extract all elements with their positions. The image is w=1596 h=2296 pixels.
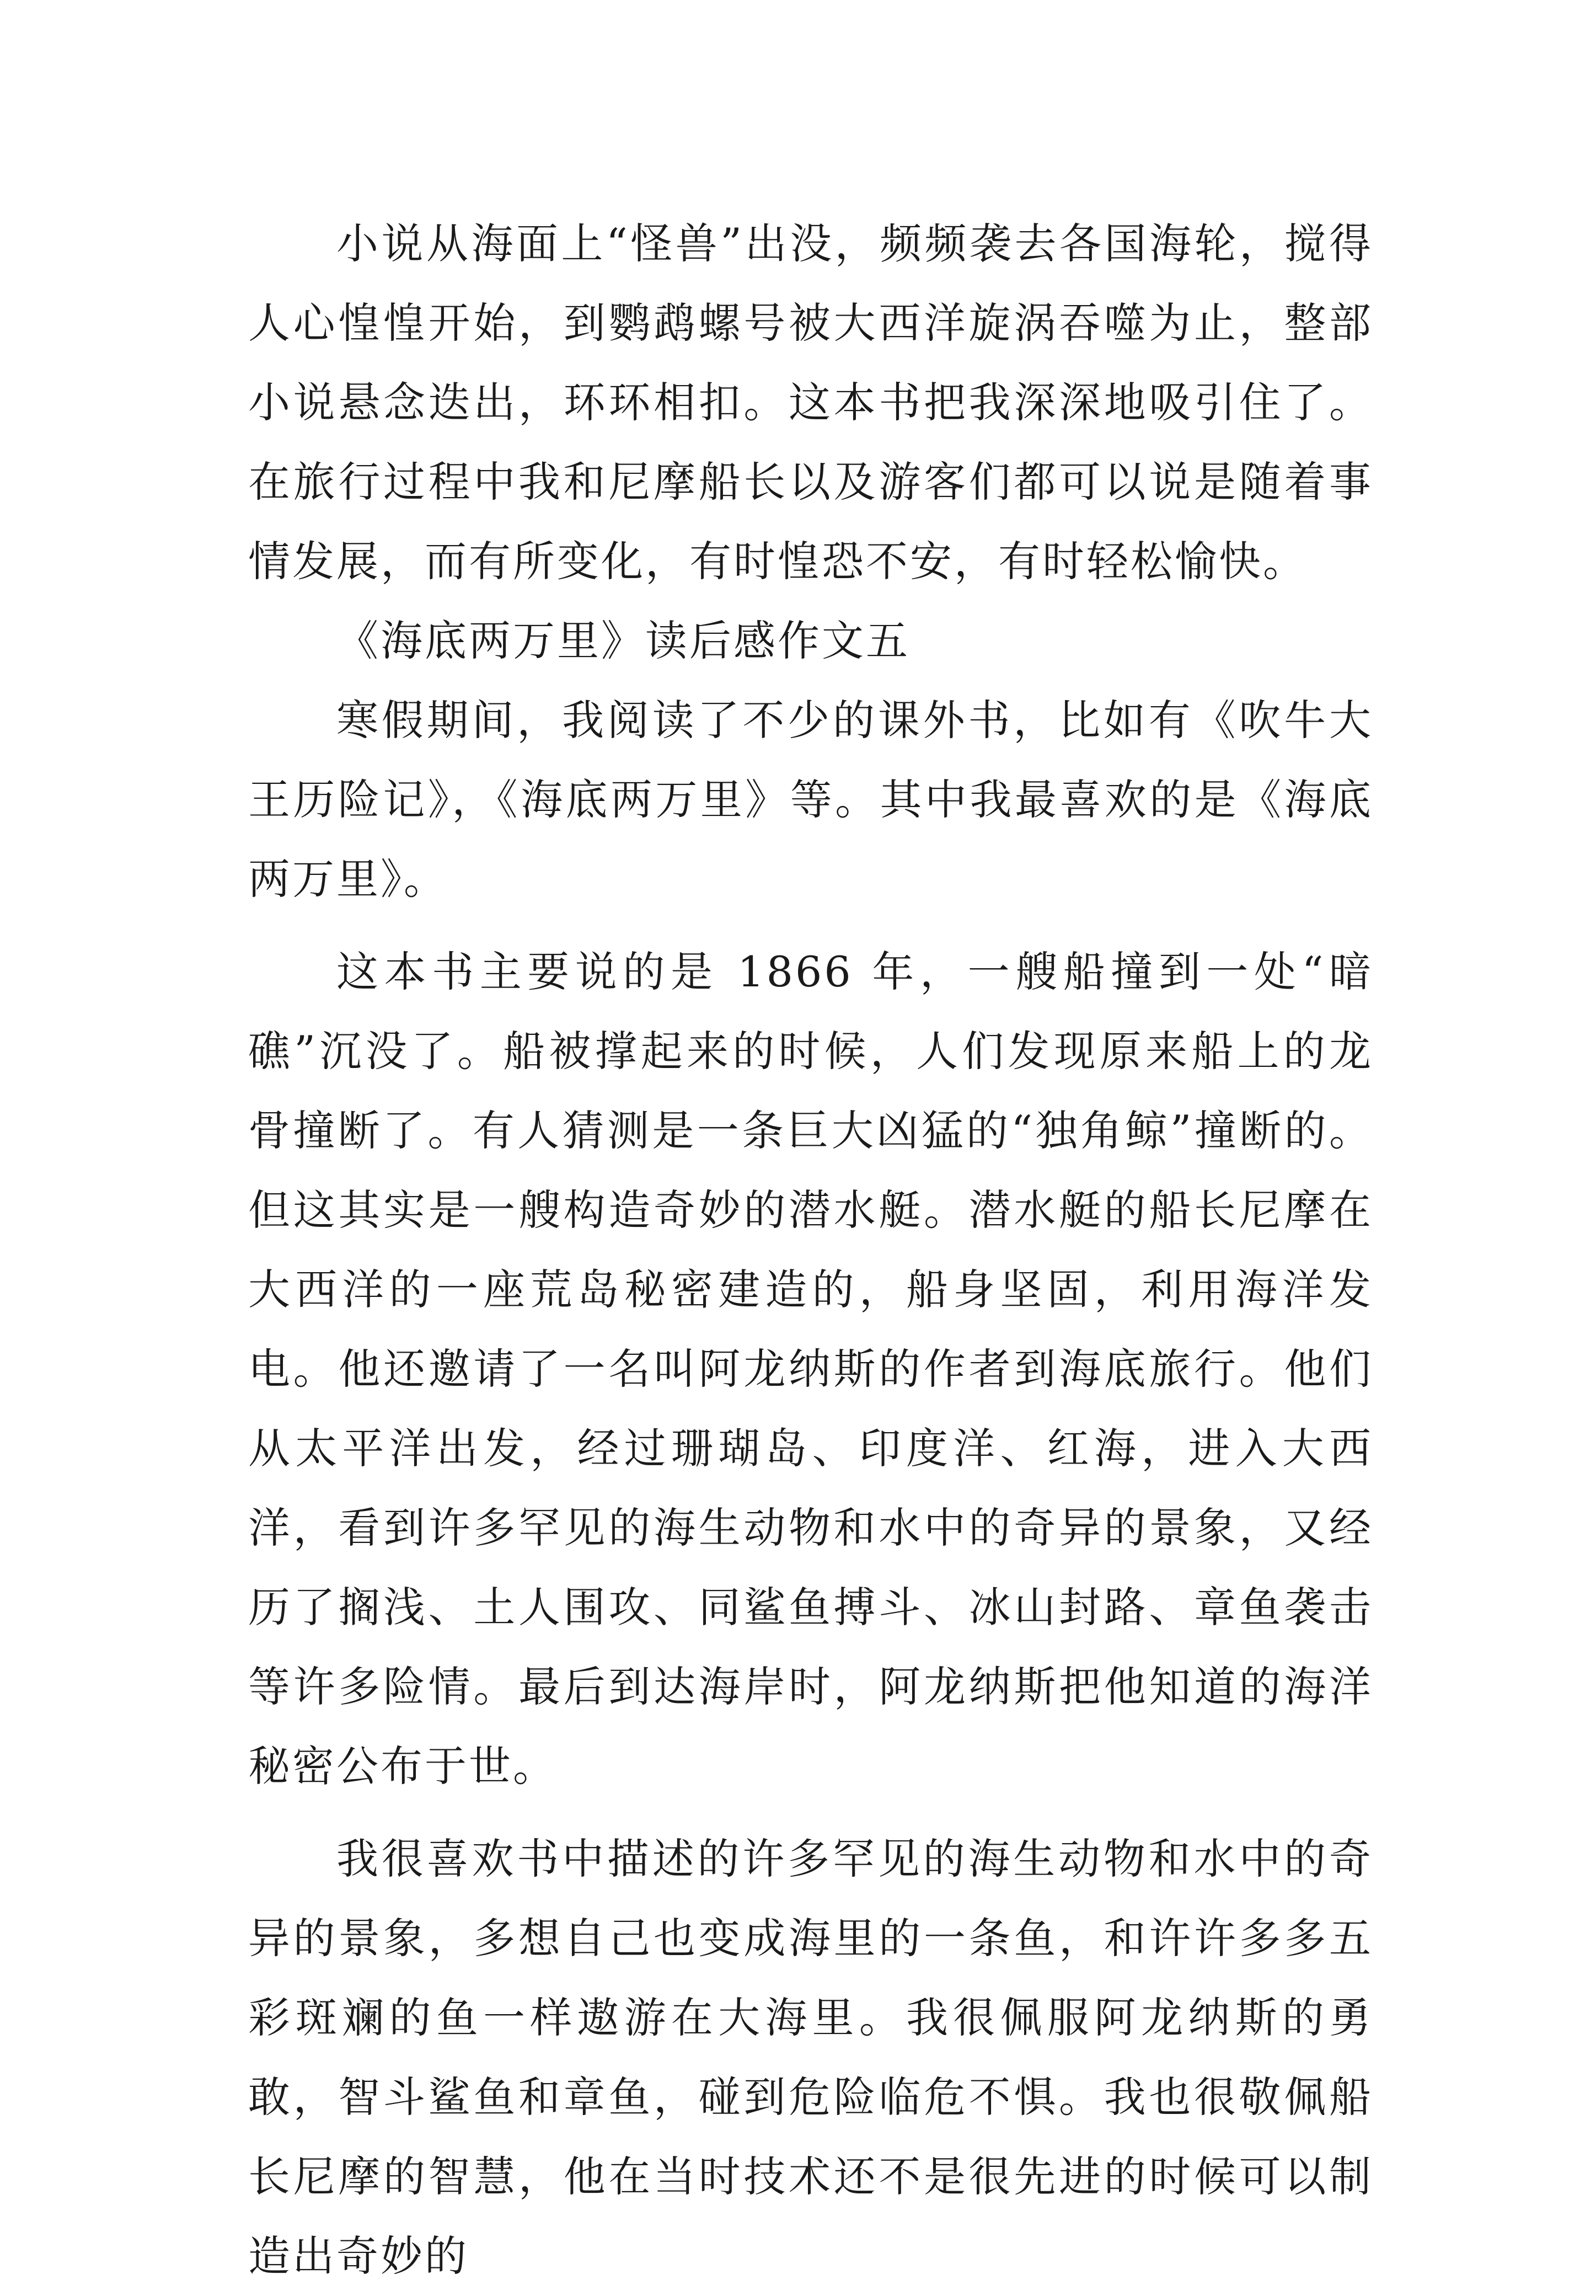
- paragraph-reflection: 我很喜欢书中描述的许多罕见的海生动物和水中的奇异的景象，多想自己也变成海里的一条鱼，和许许多多五彩斑斓的鱼一样遨游在大海里。我很佩服阿龙纳斯的勇敢，智斗鲨鱼和章鱼，碰到危险临危不惧。我也很敬佩船长尼摩的智慧，他在当时技术还不是很先进的时候可以制造出奇妙的: [248, 1834, 1373, 2281]
- paragraph-winter-reading: 寒假期间，我阅读了不少的课外书，比如有《吹牛大王历险记》，《海底两万里》等。其中我最喜欢的是《海底两万里》。: [248, 696, 1373, 904]
- paragraph-intro: 小说从海面上“怪兽”出没，频频袭去各国海轮，搅得人心惶惶开始，到鹦鹉螺号被大西洋旋涡吞噬为止，整部小说悬念迭出，环环相扣。这本书把我深深地吸引住了。在旅行过程中我和尼摩船长以及游客们都可以说是随着事情发展，而有所变化，有时惶恐不安，有时轻松愉快。: [248, 219, 1373, 586]
- paragraph-summary: 这本书主要说的是 1866 年，一艘船撞到一处“暗礁”沉没了。船被撑起来的时候，人们发现原来船上的龙骨撞断了。有人猜测是一条巨大凶猛的“独角鲸”撞断的。但这其实是一艘构造奇妙的潜水艇。潜水艇的船长尼摩在大西洋的一座荒岛秘密建造的，船身坚固，利用海洋发电。他还邀请了一名叫阿龙纳斯的作者到海底旅行。他们从太平洋出发，经过珊瑚岛、印度洋、红海，进入大西洋，看到许多罕见的海生动物和水中的奇异的景象，又经历了搁浅、土人围攻、同鲨鱼搏斗、冰山封路、章鱼袭击等许多险情。最后到达海岸时，阿龙纳斯把他知道的海洋秘密公布于世。: [248, 947, 1373, 1791]
- section-heading: 《海底两万里》读后感作文五: [336, 616, 910, 665]
- document-body: [248, 204, 1373, 2296]
